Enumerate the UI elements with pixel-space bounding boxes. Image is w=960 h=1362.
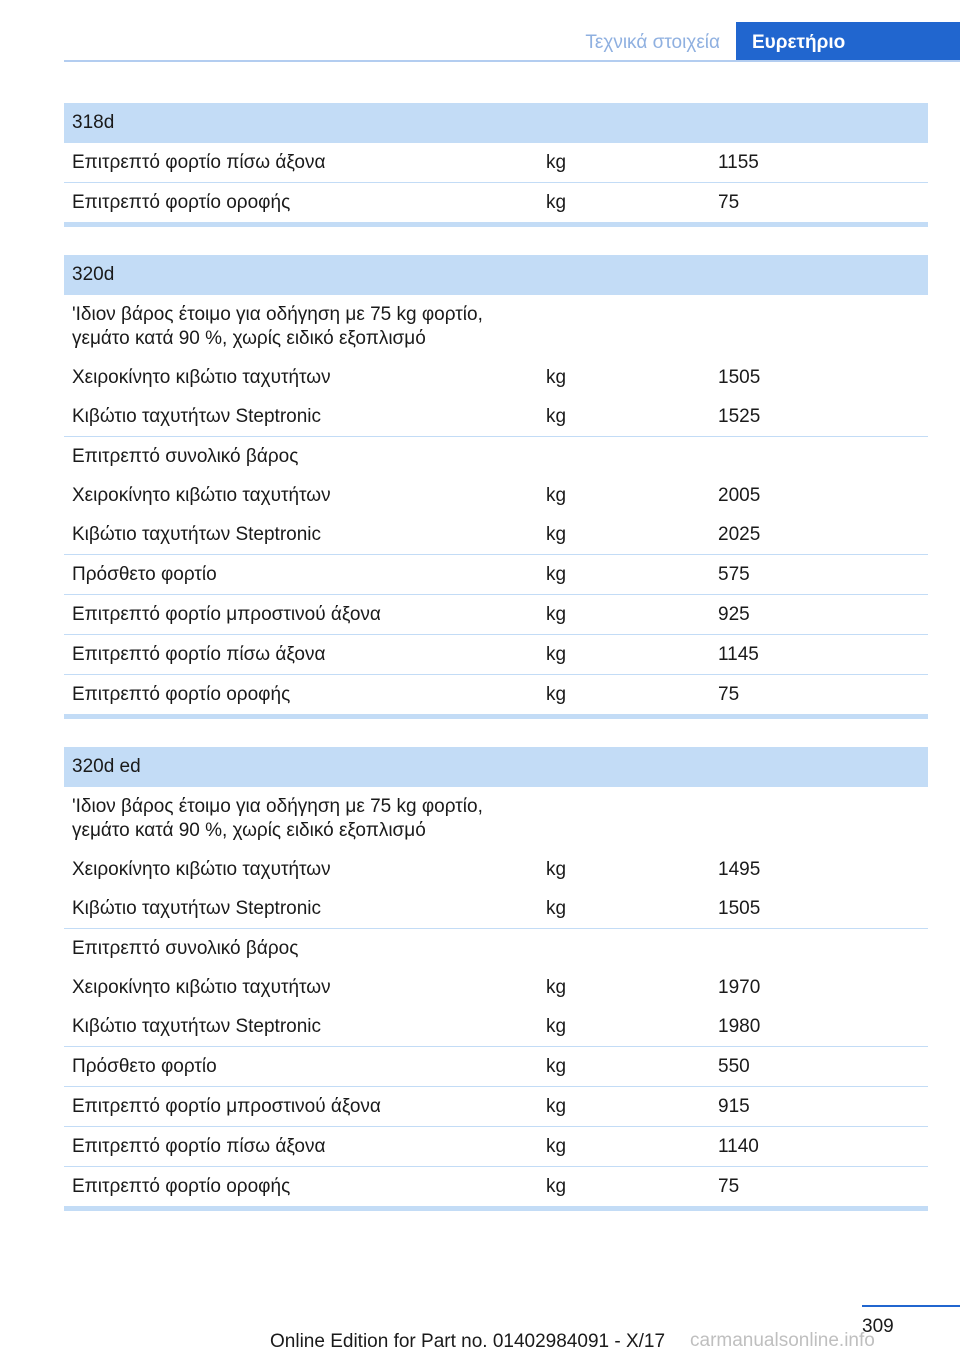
table-row <box>64 635 928 675</box>
cell-label: Επιτρεπτό φορτίο πίσω άξονα <box>72 152 326 173</box>
cell-value: 2005 <box>718 485 761 506</box>
cell-value: 75 <box>718 192 740 213</box>
cell-unit: kg <box>546 524 567 545</box>
page-header <box>64 22 960 62</box>
table-row <box>64 143 928 183</box>
table-row <box>64 1167 928 1211</box>
cell-unit: kg <box>546 977 567 998</box>
table-row <box>64 889 928 929</box>
header-rule <box>64 60 960 62</box>
cell-label: Επιτρεπτό φορτίο οροφής <box>72 684 291 705</box>
cell-label: Κιβώτιο ταχυτήτων Steptronic <box>72 406 322 427</box>
section-title: 318d <box>64 103 928 143</box>
cell-value: 75 <box>718 1176 740 1197</box>
cell-label: Επιτρεπτό φορτίο οροφής <box>72 1176 291 1197</box>
table-row <box>64 555 928 595</box>
cell-value: 915 <box>718 1096 750 1117</box>
tab-index[interactable]: Ευρετήριο <box>736 22 960 62</box>
cell-value: 1505 <box>718 367 761 388</box>
cell-unit: kg <box>546 644 567 665</box>
table-row <box>64 358 928 397</box>
cell-value: 2025 <box>718 524 761 545</box>
cell-label: Επιτρεπτό φορτίο μπροστινού άξονα <box>72 1096 381 1117</box>
cell-unit: kg <box>546 192 567 213</box>
watermark: carmanualsonline.info <box>690 1330 875 1351</box>
cell-unit: kg <box>546 1176 567 1197</box>
cell-label: Επιτρεπτό φορτίο οροφής <box>72 192 291 213</box>
table-row <box>64 1007 928 1047</box>
cell-unit: kg <box>546 859 567 880</box>
cell-label: Επιτρεπτό φορτίο μπροστινού άξονα <box>72 604 381 625</box>
section-title: 320d ed <box>64 747 928 787</box>
tab-technical-data[interactable]: Τεχνικά στοιχεία <box>585 32 720 53</box>
cell-value: 1970 <box>718 977 761 998</box>
spec-section <box>64 255 928 719</box>
cell-label: Χειροκίνητο κιβώτιο ταχυτήτων <box>72 859 331 880</box>
cell-label: Επιτρεπτό συνολικό βάρος <box>72 938 299 959</box>
spec-section <box>64 103 928 227</box>
spec-tables <box>64 103 928 1239</box>
cell-unit: kg <box>546 1056 567 1077</box>
table-row <box>64 968 928 1007</box>
cell-label: Επιτρεπτό συνολικό βάρος <box>72 446 299 467</box>
table-row <box>64 515 928 555</box>
table-row <box>64 1127 928 1167</box>
edition-note: Online Edition for Part no. 01402984091 - X/17 <box>270 1331 666 1352</box>
cell-label: 'Ιδιον βάρος έτοιμο για οδήγηση με 75 kg φορτίο, γεμάτο κατά 90 %, χωρίς ειδικό εξοπλισμό <box>72 304 483 349</box>
cell-unit: kg <box>546 1096 567 1117</box>
cell-unit: kg <box>546 564 567 585</box>
table-row <box>64 675 928 719</box>
cell-value: 1155 <box>718 152 759 173</box>
cell-label: Πρόσθετο φορτίο <box>72 1056 217 1077</box>
cell-unit: kg <box>546 1016 567 1037</box>
cell-label: Κιβώτιο ταχυτήτων Steptronic <box>72 524 322 545</box>
cell-unit: kg <box>546 684 567 705</box>
cell-unit: kg <box>546 367 567 388</box>
table-row <box>64 476 928 515</box>
cell-label: Χειροκίνητο κιβώτιο ταχυτήτων <box>72 977 331 998</box>
cell-value: 550 <box>718 1056 750 1077</box>
cell-unit: kg <box>546 406 567 427</box>
cell-value: 1495 <box>718 859 761 880</box>
table-row <box>64 183 928 227</box>
cell-label: Επιτρεπτό φορτίο πίσω άξονα <box>72 1136 326 1157</box>
cell-label: Επιτρεπτό φορτίο πίσω άξονα <box>72 644 326 665</box>
spec-section <box>64 747 928 1211</box>
cell-value: 925 <box>718 604 750 625</box>
table-row <box>64 295 928 358</box>
table-row <box>64 787 928 850</box>
table-row <box>64 929 928 968</box>
cell-label: Κιβώτιο ταχυτήτων Steptronic <box>72 1016 322 1037</box>
cell-label: Χειροκίνητο κιβώτιο ταχυτήτων <box>72 485 331 506</box>
cell-value: 1140 <box>718 1136 759 1157</box>
table-row <box>64 397 928 437</box>
cell-unit: kg <box>546 604 567 625</box>
cell-label: Χειροκίνητο κιβώτιο ταχυτήτων <box>72 367 331 388</box>
cell-value: 1145 <box>718 644 759 665</box>
cell-value: 1980 <box>718 1016 761 1037</box>
table-row <box>64 1087 928 1127</box>
cell-label: 'Ιδιον βάρος έτοιμο για οδήγηση με 75 kg φορτίο, γεμάτο κατά 90 %, χωρίς ειδικό εξοπλισμό <box>72 796 483 841</box>
cell-label: Κιβώτιο ταχυτήτων Steptronic <box>72 898 322 919</box>
cell-value: 75 <box>718 684 740 705</box>
footer-rule <box>862 1305 960 1307</box>
table-row <box>64 595 928 635</box>
cell-unit: kg <box>546 898 567 919</box>
cell-unit: kg <box>546 1136 567 1157</box>
cell-unit: kg <box>546 152 567 173</box>
page-number: 309 <box>862 1316 894 1337</box>
table-row <box>64 437 928 476</box>
cell-value: 1525 <box>718 406 761 427</box>
table-row <box>64 850 928 889</box>
cell-label: Πρόσθετο φορτίο <box>72 564 217 585</box>
cell-value: 1505 <box>718 898 761 919</box>
table-row <box>64 1047 928 1087</box>
cell-unit: kg <box>546 485 567 506</box>
cell-value: 575 <box>718 564 750 585</box>
section-title: 320d <box>64 255 928 295</box>
